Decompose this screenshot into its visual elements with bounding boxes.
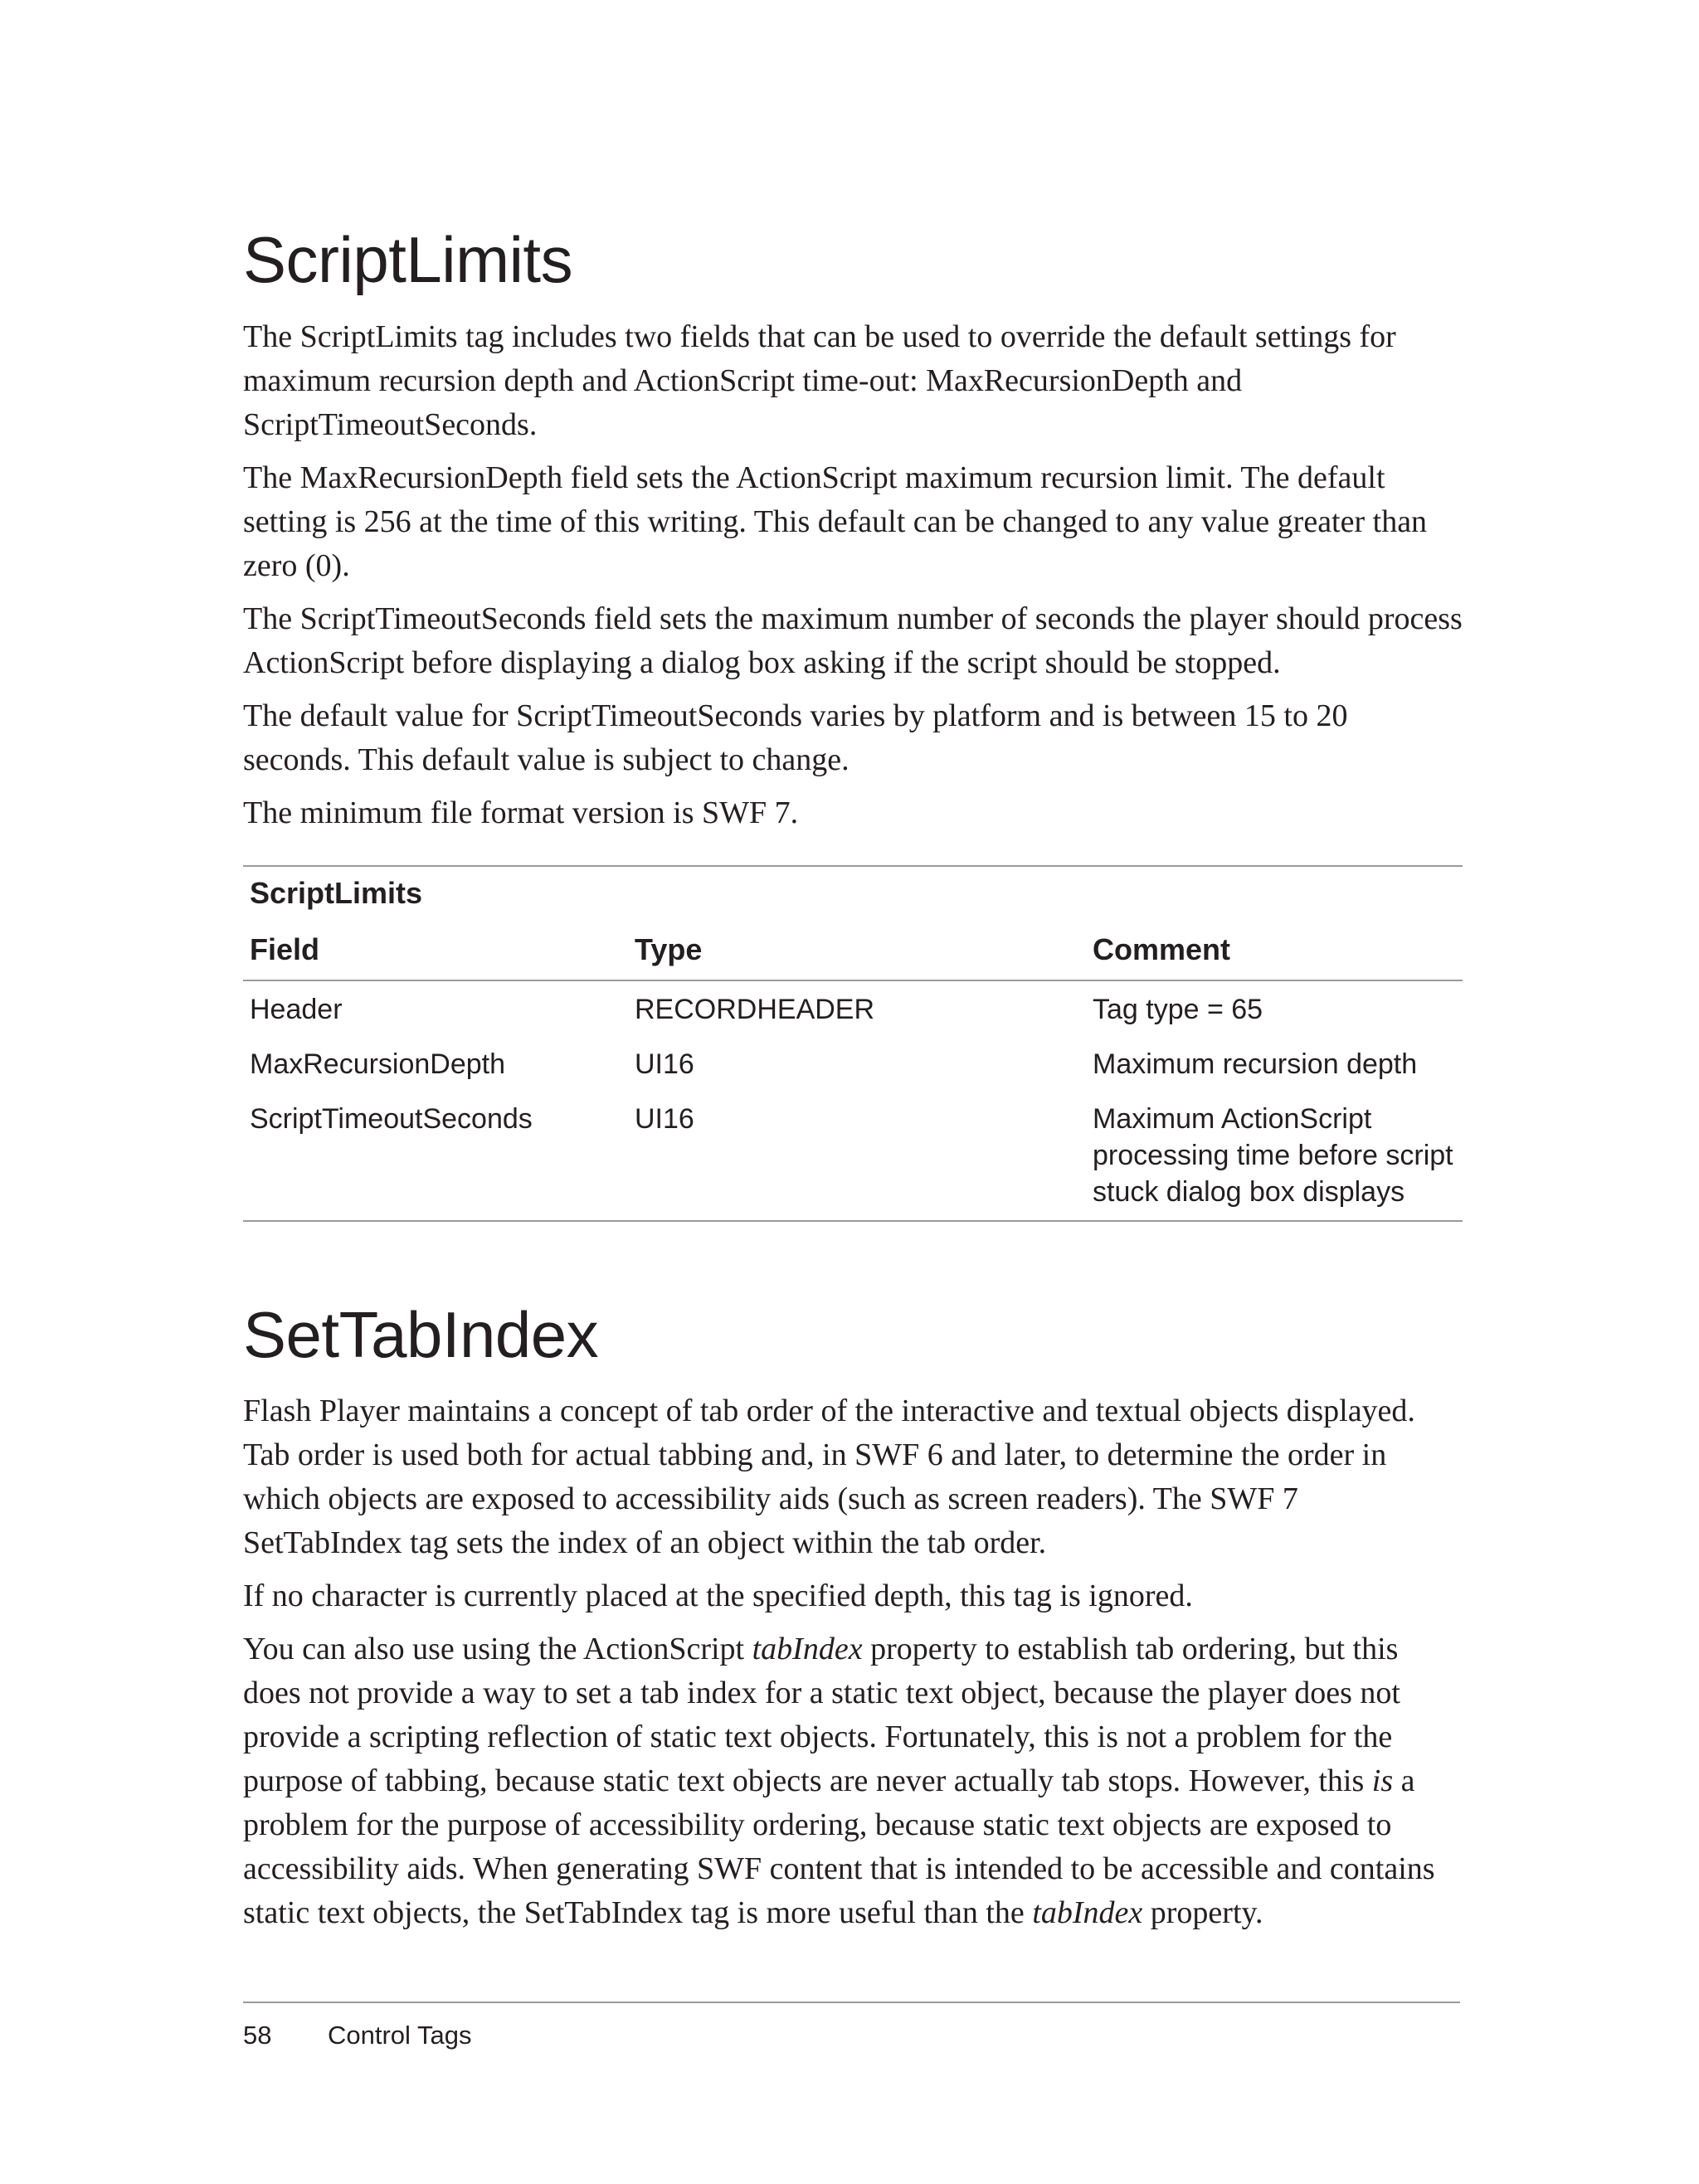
cell-comment: Maximum ActionScript processing time before script stuck dialog box displays xyxy=(1093,1103,1453,1208)
cell-field: MaxRecursionDepth xyxy=(250,1048,506,1080)
cell-type: UI16 xyxy=(635,1103,694,1135)
cell-comment: Tag type = 65 xyxy=(1093,994,1263,1025)
cell-field: ScriptTimeoutSeconds xyxy=(250,1103,533,1135)
cell-comment: Maximum recursion depth xyxy=(1093,1048,1418,1080)
emphasis-is: is xyxy=(1371,1763,1394,1798)
emphasis-tabindex: tabIndex xyxy=(1032,1895,1143,1930)
paragraph: If no character is currently placed at the specified depth, this tag is ignored. xyxy=(243,1578,1193,1613)
section-heading-settabindex: SetTabIndex xyxy=(243,1298,599,1371)
scriptlimits-table xyxy=(243,865,1463,1222)
page-number: 58 xyxy=(243,2021,272,2050)
page-footer xyxy=(243,2019,471,2052)
paragraph: The ScriptTimeoutSeconds field sets the maximum number of seconds the player should process ActionScript before displaying a dialog box asking if the script should be stopped. xyxy=(243,601,1463,680)
emphasis-tabindex: tabIndex xyxy=(752,1632,863,1666)
paragraph: The default value for ScriptTimeoutSeconds varies by platform and is between 15 to 20 seconds. This default value is subject to change. xyxy=(243,698,1348,777)
chapter-title: Control Tags xyxy=(328,2021,472,2050)
cell-type: UI16 xyxy=(635,1048,694,1080)
column-header-field: Field xyxy=(250,932,320,966)
table-row xyxy=(243,1091,1463,1220)
text-run: property. xyxy=(1142,1895,1263,1930)
footer-divider xyxy=(243,2002,1460,2003)
section-body-settabindex xyxy=(243,1389,1463,1944)
text-run: property to establish tab ordering, but this does not provide a way to set a tab index for a static text object, because the player does not provide a scripting reflection of static text objects. Fortunately, this is not a problem for the purpose of tabbing, because static text objects are never actually tab stops. However, this xyxy=(243,1632,1400,1798)
column-header-comment: Comment xyxy=(1093,932,1231,966)
paragraph: The MaxRecursionDepth field sets the ActionScript maximum recursion limit. The default setting is 256 at the time of this writing. This default can be changed to any value greater than zero (0). xyxy=(243,460,1428,583)
cell-field: Header xyxy=(250,994,343,1025)
paragraph: The ScriptLimits tag includes two fields that can be used to override the default settings for maximum recursion depth and ActionScript time-out: MaxRecursionDepth and ScriptTimeoutSeconds. xyxy=(243,319,1396,442)
paragraph: The minimum file format version is SWF 7. xyxy=(243,795,799,830)
text-run: You can also use using the ActionScript xyxy=(243,1632,752,1666)
text-run: a problem for the purpose of accessibility ordering, because static text objects are exposed to accessibility aids. When generating SWF content that is intended to be accessible and contains static text objects, the SetTabIndex tag is more useful than the xyxy=(243,1763,1435,1930)
cell-type: RECORDHEADER xyxy=(635,994,875,1025)
paragraph-mixed xyxy=(243,1627,1463,1935)
paragraph: Flash Player maintains a concept of tab order of the interactive and textual objects displayed. Tab order is used both for actual tabbing and, in SWF 6 and later, to determine the order in which objects are exposed to accessibility aids (such as screen readers). The SWF 7 SetTabIndex tag sets the index of an object within the tab order. xyxy=(243,1394,1415,1560)
table-header-row xyxy=(243,918,1463,981)
table-row xyxy=(243,1036,1463,1091)
column-header-type: Type xyxy=(635,932,703,966)
section-body-scriptlimits xyxy=(243,315,1463,844)
table-row xyxy=(243,981,1463,1036)
section-heading-scriptlimits: ScriptLimits xyxy=(243,223,573,296)
table-title: ScriptLimits xyxy=(250,876,423,910)
